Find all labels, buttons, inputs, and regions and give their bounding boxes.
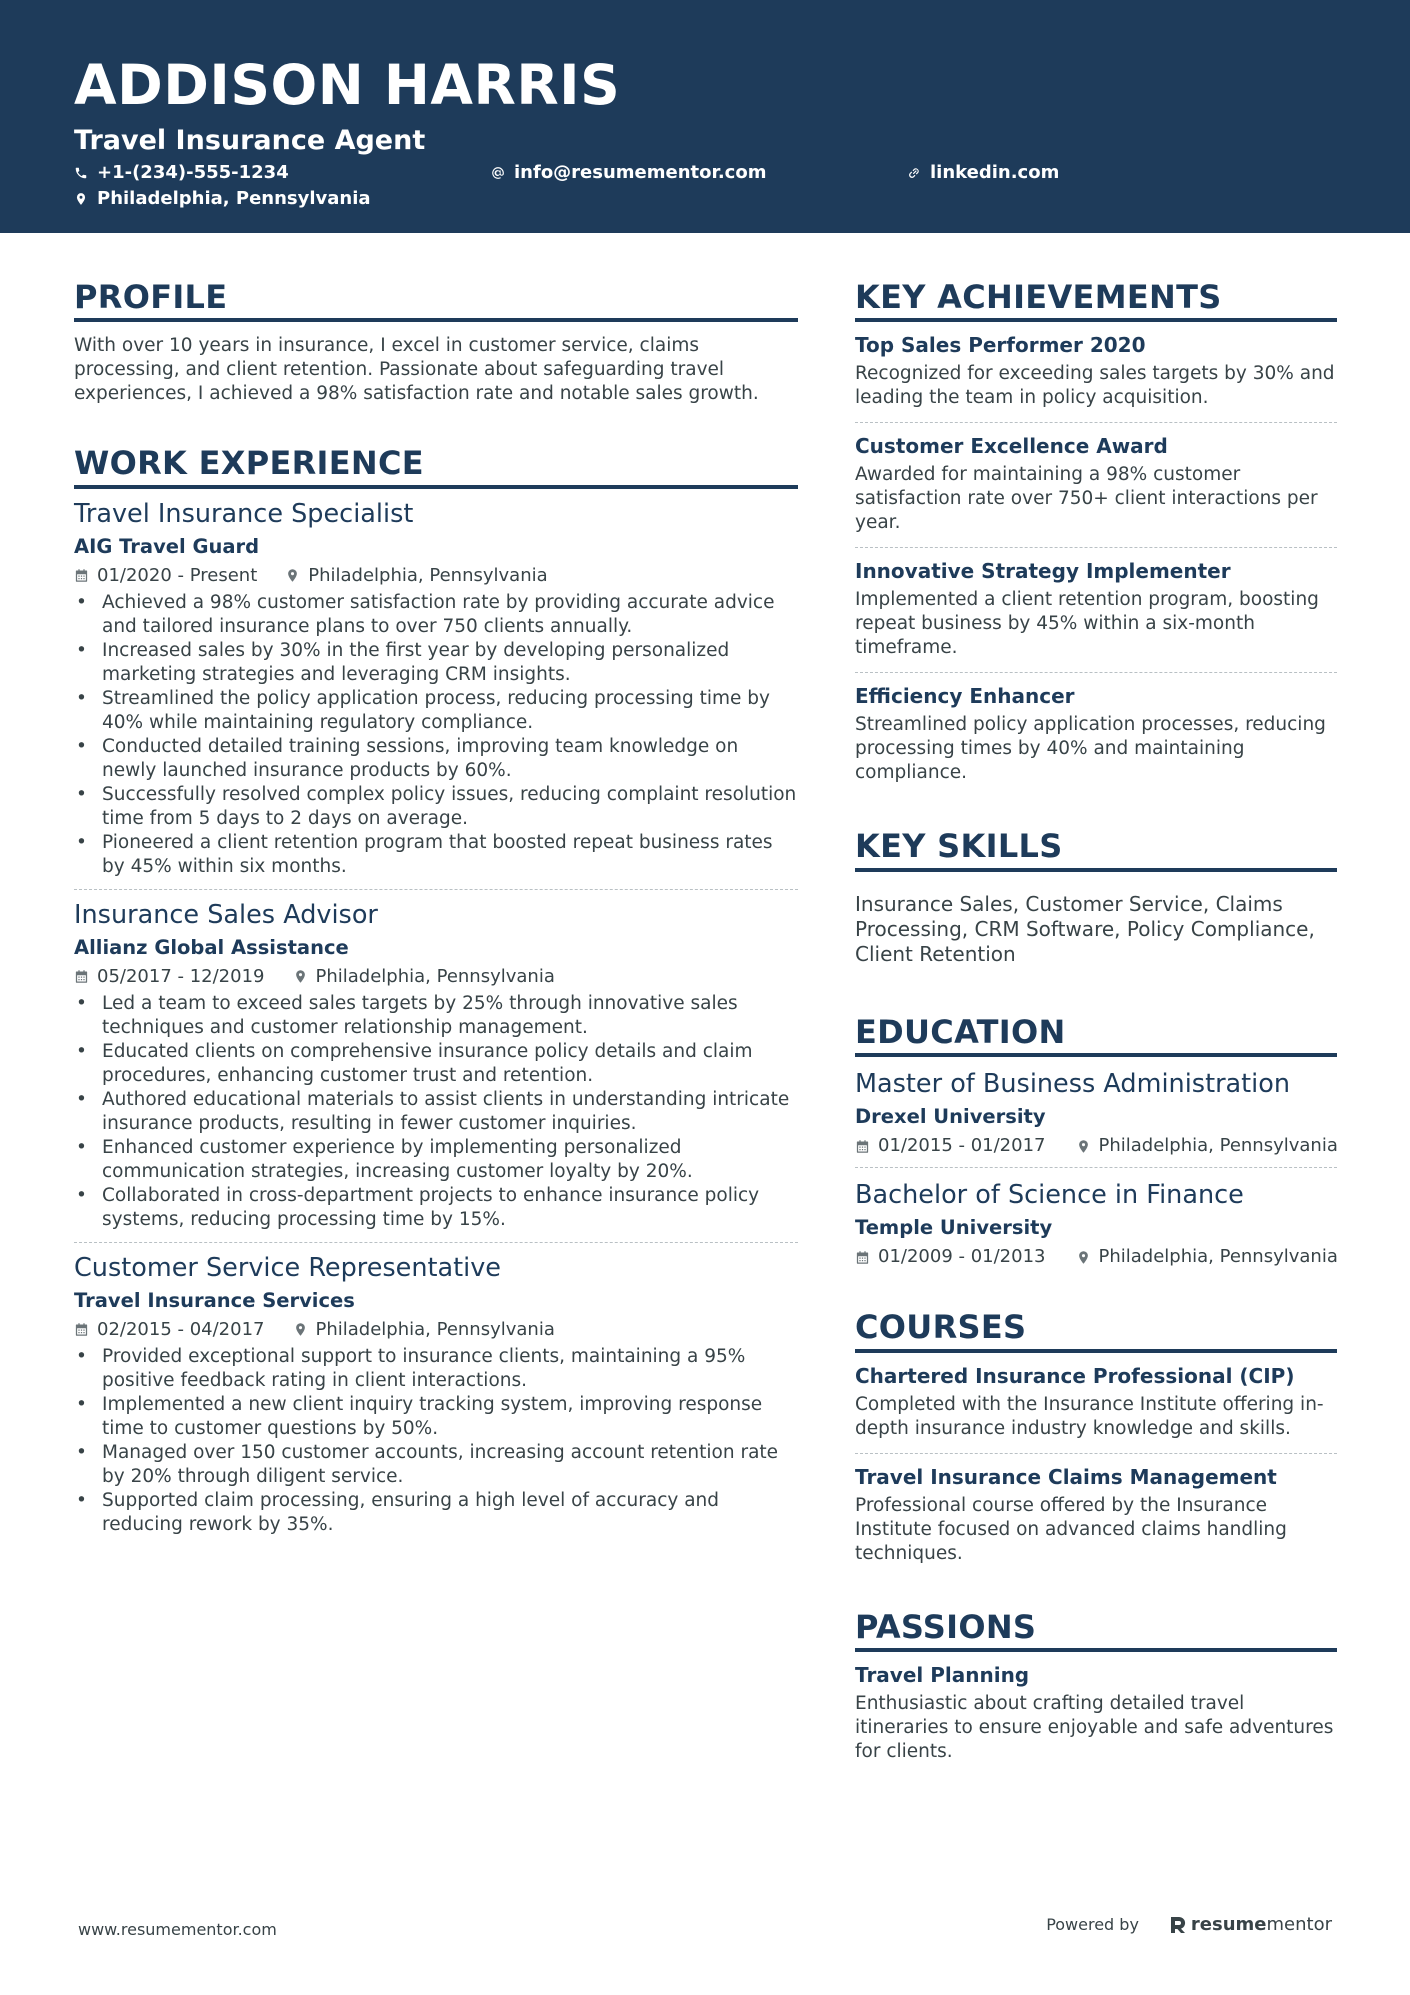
achievement-description: Implemented a client retention program, boosting repeat business by 45% within a six-month timeframe. [855, 589, 1319, 659]
phone-icon [74, 166, 88, 180]
bullet-item: • Managed over 150 customer accounts, increasing account retention rate by 20% through diligent service. [74, 1441, 798, 1489]
candidate-title: Travel Insurance Agent [74, 125, 426, 156]
achievement-list [855, 322, 1337, 797]
location-text: Philadelphia, Pennsylvania [308, 564, 548, 586]
bullet-item: • Implemented a new client inquiry tracking system, improving response time to customer questions by 50%. [74, 1393, 798, 1441]
degree-title: Master of Business Administration [855, 1069, 1291, 1100]
profile-heading: PROFILE [74, 278, 798, 322]
candidate-name: ADDISON HARRIS [74, 53, 621, 117]
location-text: Philadelphia, Pennsylvania [1098, 1246, 1338, 1268]
skills-heading: KEY SKILLS [855, 827, 1337, 871]
location [293, 966, 555, 988]
bullet-item: • Authored educational materials to assist clients in understanding intricate insurance products, resulting in fewer customer inquiries. [74, 1088, 798, 1136]
date-range: 01/2015 - 01/2017 [878, 1135, 1046, 1157]
location [1076, 1246, 1338, 1268]
map-pin-icon [74, 192, 88, 206]
bullet-item: • Pioneered a client retention program that boosted repeat business rates by 45% within six months. [74, 831, 798, 879]
profile-text: With over 10 years in insurance, I excel in customer service, claims processing, and client retention. Passionate about safeguarding travel experiences, I achieved a 98% satisfaction rate and notable sales growth. [74, 335, 759, 405]
location [1076, 1135, 1338, 1157]
location-text: Philadelphia, Pennsylvania [315, 1318, 555, 1340]
bullet-item: • Successfully resolved complex policy issues, reducing complaint resolution time from 5 days to 2 days on average. [74, 783, 798, 831]
course-description: Professional course offered by the Insurance Institute focused on advanced claims handling techniques. [855, 1494, 1287, 1564]
experience-heading: WORK EXPERIENCE [74, 444, 798, 488]
contact-linkedin[interactable] [907, 162, 1059, 184]
course-description: Completed with the Insurance Institute offering in-depth insurance industry knowledge and skills. [855, 1393, 1324, 1439]
calendar-icon [74, 568, 89, 583]
job-bullets [74, 591, 798, 879]
at-sign-icon [491, 166, 505, 180]
bullet-item: • Provided exceptional support to insurance clients, maintaining a 95% positive feedback rating in client interactions. [74, 1345, 798, 1393]
footer-website[interactable]: www.resumementor.com [78, 1920, 277, 1939]
company-name: Allianz Global Assistance [74, 935, 349, 959]
location-text: Philadelphia, Pennsylvania [1098, 1135, 1338, 1157]
left-column [74, 278, 798, 1547]
passion-description: Enthusiastic about crafting detailed travel itineraries to ensure enjoyable and safe adventures for clients. [855, 1692, 1334, 1762]
calendar-icon [855, 1250, 870, 1265]
degree-title: Bachelor of Science in Finance [855, 1180, 1244, 1211]
achievement-description: Recognized for exceeding sales targets by 30% and leading the team in policy acquisition. [855, 363, 1335, 409]
calendar-icon [74, 969, 89, 984]
education-entry [855, 1057, 1337, 1168]
passions-heading: PASSIONS [855, 1608, 1337, 1652]
education-entry [855, 1168, 1337, 1278]
achievement-description: Awarded for maintaining a 98% customer satisfaction rate over 750+ client interactions per year. [855, 464, 1318, 534]
date-range: 01/2009 - 01/2013 [878, 1246, 1046, 1268]
email-text: info@resumementor.com [514, 162, 767, 183]
date-range: 02/2015 - 04/2017 [97, 1318, 265, 1340]
meta-row [855, 1135, 1337, 1157]
company-name: AIG Travel Guard [74, 534, 260, 558]
course-entry [855, 1353, 1337, 1454]
calendar-icon [74, 1322, 89, 1337]
bullet-item: • Educated clients on comprehensive insurance policy details and claim procedures, enhancing customer trust and retention. [74, 1040, 798, 1088]
date-range: 01/2020 - Present [97, 564, 258, 586]
passion-list [855, 1652, 1337, 1776]
right-column [855, 278, 1337, 1776]
achievement-entry [855, 673, 1337, 797]
job-bullets [74, 992, 798, 1232]
achievement-title: Innovative Strategy Implementer [855, 559, 1231, 584]
job-title: Customer Service Representative [74, 1252, 502, 1283]
achievement-title: Customer Excellence Award [855, 434, 1168, 459]
company-name: Travel Insurance Services [74, 1288, 355, 1312]
school-name: Drexel University [855, 1105, 1046, 1129]
achievement-title: Top Sales Performer 2020 [855, 333, 1146, 358]
course-title: Chartered Insurance Professional (CIP) [855, 1363, 1295, 1388]
location [285, 565, 547, 587]
bullet-item: • Enhanced customer experience by implementing personalized communication strategies, increasing customer loyalty by 20%. [74, 1136, 798, 1184]
logo-mark-icon [1169, 1915, 1187, 1935]
meta-row [855, 1246, 1337, 1268]
education-list [855, 1057, 1337, 1278]
map-pin-icon [1076, 1139, 1091, 1154]
bullet-item: • Conducted detailed training sessions, improving team knowledge on newly launched insurance products by 60%. [74, 735, 798, 783]
contact-email[interactable] [491, 162, 766, 184]
bullet-item: • Led a team to exceed sales targets by 25% through innovative sales techniques and customer relationship management. [74, 992, 798, 1040]
contact-location [74, 188, 371, 210]
achievement-title: Efficiency Enhancer [855, 684, 1075, 709]
meta-row [74, 966, 798, 988]
location-text: Philadelphia, Pennsylvania [315, 965, 555, 987]
resume-header [0, 0, 1410, 233]
passion-entry [855, 1652, 1337, 1776]
education-heading: EDUCATION [855, 1013, 1337, 1057]
job-entry [74, 489, 798, 890]
bullet-item: • Streamlined the policy application process, reducing processing time by 40% while maintaining regulatory compliance. [74, 687, 798, 735]
footer-powered [1046, 1914, 1332, 1935]
phone-text: +1-(234)-555-1234 [97, 162, 289, 183]
job-title: Insurance Sales Advisor [74, 899, 378, 930]
course-list [855, 1353, 1337, 1578]
achievement-entry [855, 423, 1337, 548]
map-pin-icon [293, 969, 308, 984]
achievement-entry [855, 548, 1337, 673]
job-title: Travel Insurance Specialist [74, 498, 414, 529]
linkedin-text: linkedin.com [930, 162, 1060, 183]
job-list [74, 489, 798, 1547]
skills-text: Insurance Sales, Customer Service, Claims Processing, CRM Software, Policy Compliance, Client Retention [855, 891, 1315, 966]
passion-title: Travel Planning [855, 1662, 1030, 1687]
logo-bold-text: resume [1190, 1914, 1267, 1935]
meta-row [74, 1319, 798, 1341]
link-icon [907, 166, 921, 180]
meta-row [74, 565, 798, 587]
school-name: Temple University [855, 1216, 1053, 1240]
contact-phone[interactable] [74, 162, 289, 184]
map-pin-icon [293, 1322, 308, 1337]
achievement-entry [855, 322, 1337, 423]
resumementor-logo[interactable] [1169, 1914, 1332, 1935]
job-bullets [74, 1345, 798, 1537]
bullet-item: • Increased sales by 30% in the first year by developing personalized marketing strategies and leveraging CRM insights. [74, 639, 798, 687]
map-pin-icon [1076, 1250, 1091, 1265]
achievements-heading: KEY ACHIEVEMENTS [855, 278, 1337, 322]
location-text: Philadelphia, Pennsylvania [97, 188, 371, 209]
job-entry [74, 890, 798, 1243]
bullet-item: • Achieved a 98% customer satisfaction rate by providing accurate advice and tailored insurance plans to over 750 clients annually. [74, 591, 798, 639]
bullet-item: • Supported claim processing, ensuring a high level of accuracy and reducing rework by 35%. [74, 1489, 798, 1537]
courses-heading: COURSES [855, 1308, 1337, 1352]
bullet-item: • Collaborated in cross-department projects to enhance insurance policy systems, reducing processing time by 15%. [74, 1184, 798, 1232]
course-title: Travel Insurance Claims Management [855, 1464, 1277, 1489]
calendar-icon [855, 1139, 870, 1154]
achievement-description: Streamlined policy application processes, reducing processing times by 40% and maintaining compliance. [855, 714, 1326, 784]
date-range: 05/2017 - 12/2019 [97, 965, 265, 987]
logo-light-text: mentor [1266, 1914, 1332, 1935]
location [293, 1319, 555, 1341]
powered-by-text: Powered by [1046, 1915, 1139, 1934]
map-pin-icon [285, 568, 300, 583]
job-entry [74, 1243, 798, 1547]
course-entry [855, 1454, 1337, 1578]
